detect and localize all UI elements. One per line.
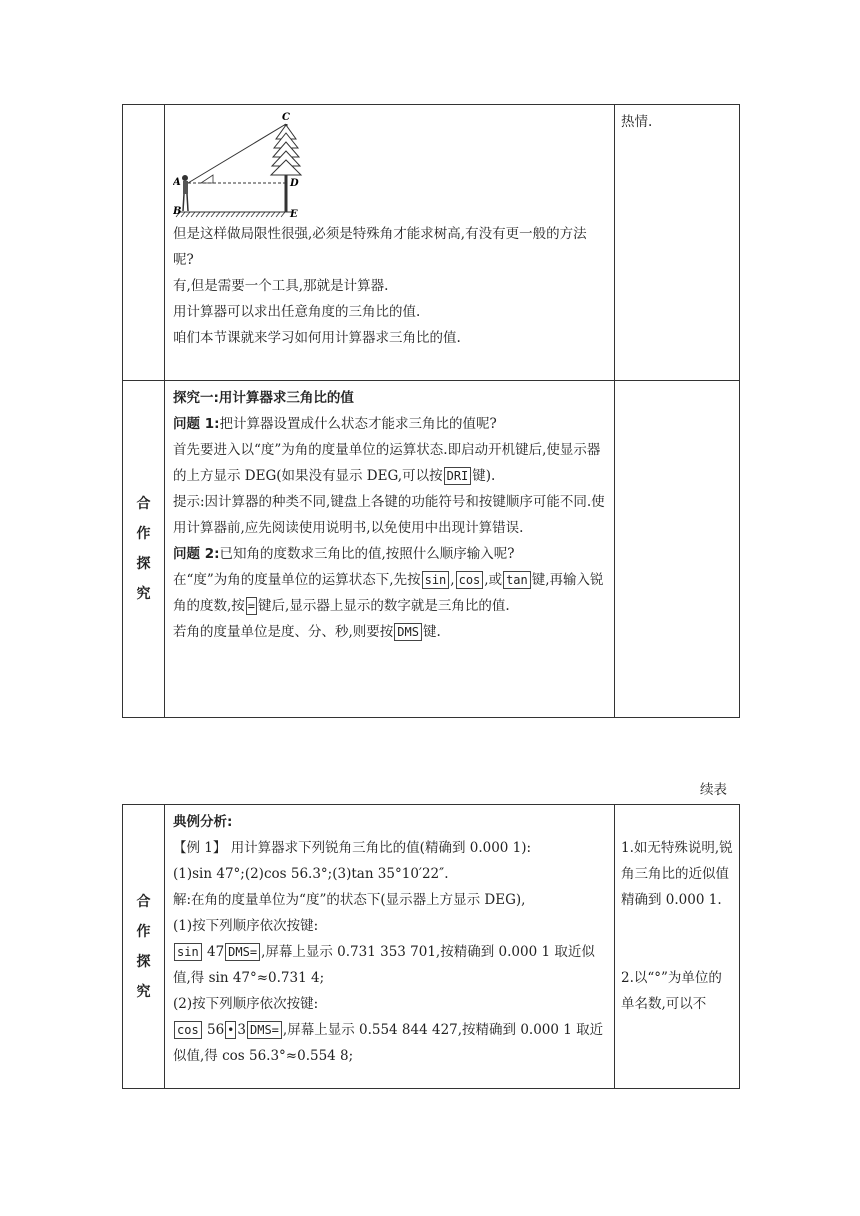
example-items: (1)sin 47°;(2)cos 56.3°;(3)tan 35°10′22″.	[173, 866, 449, 882]
q2-text: 已知角的度数求三角比的值,按照什么顺序输入呢?	[219, 546, 515, 562]
section-label-char: 究	[136, 983, 151, 1000]
step-number: 3	[237, 1022, 246, 1038]
example-label: 【例 1】	[173, 840, 227, 856]
keys-text-end: 键后,显示器上显示的数字就是三角比的值.	[258, 598, 510, 614]
label-e: E	[290, 209, 298, 220]
tan-key: tan	[503, 571, 531, 589]
section-label-char: 探	[136, 556, 151, 572]
intro-line: 有,但是需要一个工具,那就是计算器.	[173, 278, 389, 294]
lesson-table-1	[122, 104, 740, 718]
q1-text: 把计算器设置成什么状态才能求三角比的值呢?	[219, 416, 497, 432]
step-2	[173, 1017, 606, 1069]
step-2-label: (2)按下列顺序依次按键:	[173, 996, 319, 1012]
example-content-cell	[165, 805, 615, 1089]
section-label-char: 作	[136, 923, 151, 940]
paragraph-dms	[173, 619, 606, 645]
question-2	[173, 541, 606, 567]
q1-label: 问题 1:	[173, 416, 220, 432]
section-label-char: 究	[136, 586, 151, 602]
step-number: 56	[206, 1022, 225, 1038]
equals-key: =	[247, 599, 256, 613]
step-1-label: (1)按下列顺序依次按键:	[173, 918, 319, 934]
explore-row	[123, 381, 740, 718]
person-head-icon	[182, 175, 188, 181]
intro-note-cell	[615, 105, 740, 381]
step-1-text: ,屏幕上显示 0.731 353 701,按精确到 0.000 1 取近似值,得 sin 47°≈0.731 4;	[173, 944, 595, 986]
intro-line: 咱们本节课就来学习如何用计算器求三角比的值.	[173, 330, 461, 346]
intro-content-cell	[165, 105, 615, 381]
paragraph-deg	[173, 437, 606, 489]
hint-paragraph: 提示:因计算器的种类不同,键盘上各键的功能符号和按键顺序可能不同.使用计算器前,应先阅读使用说明书,以免使用中出现计算错误.	[173, 494, 605, 536]
example-1	[173, 835, 606, 861]
note-1: 1.如无特殊说明,锐角三角比的近似值精确到 0.000 1.	[621, 840, 733, 908]
label-b: B	[173, 206, 182, 217]
explore-content-cell	[165, 381, 615, 718]
label-a: A	[173, 177, 181, 188]
dms-text-end: 键.	[422, 624, 441, 640]
cos-key: cos	[456, 571, 484, 589]
dms-key: DMS	[394, 623, 422, 641]
continued-label: 续表	[700, 782, 727, 798]
sin-key: sin	[422, 571, 450, 589]
explore-note-cell	[615, 381, 740, 718]
lesson-table-2	[122, 804, 740, 1089]
dms-text: 若角的度量单位是度、分、秒,则要按	[173, 624, 394, 640]
solution-intro: 解:在角的度量单位为“度”的状态下(显示器上方显示 DEG),	[173, 892, 526, 908]
note-text: 热情.	[621, 114, 653, 130]
keys-text-mid: 键,再输入锐角的度数,按	[173, 572, 604, 614]
intro-line: 但是这样做局限性很强,必须是特殊角才能求树高,有没有更一般的方法呢?	[173, 226, 587, 268]
label-d: D	[290, 178, 299, 189]
step-2-text: ,屏幕上显示 0.554 844 427,按精确到 0.000 1 取近似值,得 cos 56.3°≈0.554 8;	[173, 1022, 604, 1064]
example-note-cell	[615, 805, 740, 1089]
dri-key: DRI	[444, 467, 472, 485]
label-c: C	[282, 112, 290, 123]
intro-line: 用计算器可以求出任意角度的三角比的值.	[173, 304, 421, 320]
sin-key: sin	[174, 943, 202, 961]
separator: ,或	[484, 572, 503, 588]
separator: ,	[450, 572, 455, 588]
question-1	[173, 411, 606, 437]
intro-row	[123, 105, 740, 381]
example-title: 典例分析:	[173, 814, 233, 830]
section-label-char: 合	[136, 496, 151, 512]
example-text: 用计算器求下列锐角三角比的值(精确到 0.000 1):	[230, 840, 532, 856]
dms-equals-key: DMS=	[225, 943, 260, 961]
section-label	[123, 805, 165, 1089]
section-label-char: 合	[136, 893, 151, 910]
dms-equals-key: DMS=	[247, 1021, 282, 1039]
explore-title: 探究一:用计算器求三角比的值	[173, 390, 354, 406]
intro-label-cell	[123, 105, 165, 381]
tree-height-diagram	[173, 111, 313, 221]
section-label-char: 探	[136, 953, 151, 970]
decimal-key: •	[227, 1023, 235, 1037]
keys-text: 在“度”为角的度量单位的运算状态下,先按	[173, 572, 421, 588]
example-row	[123, 805, 740, 1089]
note-2: 2.以“°”为单位的单名数,可以不	[621, 970, 722, 1012]
deg-text: 首先要进入以“度”为角的度量单位的运算状态.即启动开机键后,使显示器的上方显示 DEG(如果没有显示 DEG,可以按	[173, 442, 601, 484]
step-number: 47	[206, 944, 225, 960]
paragraph-keys	[173, 567, 606, 619]
cos-key: cos	[174, 1021, 202, 1039]
section-label	[123, 381, 165, 718]
step-1	[173, 939, 606, 991]
q2-label: 问题 2:	[173, 546, 220, 562]
deg-text-end: 键).	[472, 468, 496, 484]
section-label-char: 作	[136, 526, 151, 542]
